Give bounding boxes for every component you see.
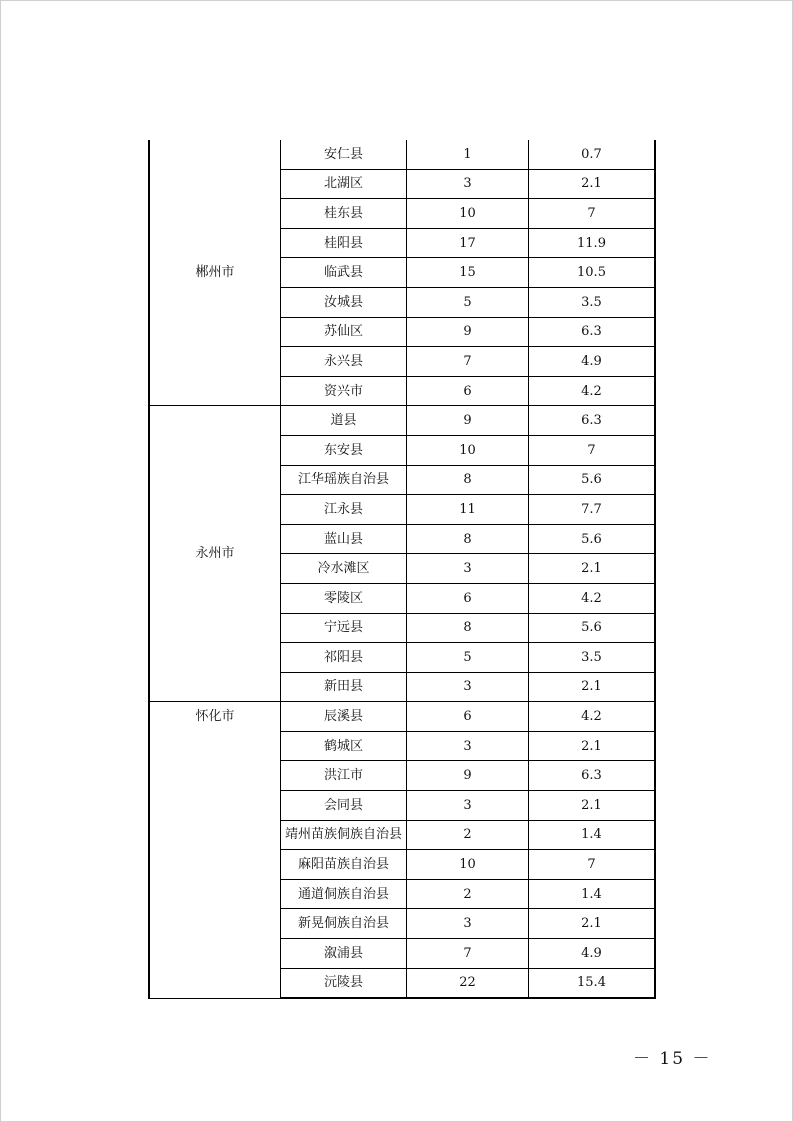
ratio-cell: 5.6 — [529, 613, 656, 643]
count-cell: 2 — [407, 820, 529, 850]
county-cell: 沅陵县 — [281, 968, 407, 998]
count-cell: 3 — [407, 731, 529, 761]
count-cell: 5 — [407, 287, 529, 317]
ratio-cell: 0.7 — [529, 140, 656, 169]
ratio-cell: 2.1 — [529, 909, 656, 939]
ratio-cell: 2.1 — [529, 554, 656, 584]
count-cell: 6 — [407, 702, 529, 732]
ratio-cell: 4.2 — [529, 376, 656, 406]
county-cell: 安仁县 — [281, 140, 407, 169]
count-cell: 3 — [407, 909, 529, 939]
ratio-cell: 6.3 — [529, 406, 656, 436]
ratio-cell: 10.5 — [529, 258, 656, 288]
ratio-cell: 2.1 — [529, 791, 656, 821]
count-cell: 3 — [407, 169, 529, 199]
county-cell: 江华瑶族自治县 — [281, 465, 407, 495]
count-cell: 6 — [407, 583, 529, 613]
count-cell: 3 — [407, 791, 529, 821]
count-cell: 8 — [407, 613, 529, 643]
ratio-cell: 2.1 — [529, 731, 656, 761]
county-cell: 桂阳县 — [281, 228, 407, 258]
count-cell: 17 — [407, 228, 529, 258]
county-cell: 临武县 — [281, 258, 407, 288]
county-cell: 溆浦县 — [281, 939, 407, 969]
ratio-cell: 4.2 — [529, 702, 656, 732]
ratio-cell: 1.4 — [529, 820, 656, 850]
table-row — [149, 140, 655, 169]
count-cell: 9 — [407, 317, 529, 347]
ratio-cell: 6.3 — [529, 761, 656, 791]
count-cell: 1 — [407, 140, 529, 169]
county-cell: 北湖区 — [281, 169, 407, 199]
city-cell: 郴州市 — [149, 140, 281, 406]
ratio-cell: 3.5 — [529, 643, 656, 673]
count-cell: 7 — [407, 939, 529, 969]
county-cell: 永兴县 — [281, 347, 407, 377]
ratio-cell: 5.6 — [529, 465, 656, 495]
county-cell: 靖州苗族侗族自治县 — [281, 820, 407, 850]
county-cell: 新晃侗族自治县 — [281, 909, 407, 939]
ratio-cell: 6.3 — [529, 317, 656, 347]
county-cell: 新田县 — [281, 672, 407, 702]
table-row — [149, 406, 655, 436]
county-cell: 蓝山县 — [281, 524, 407, 554]
ratio-cell: 7 — [529, 850, 656, 880]
ratio-cell: 15.4 — [529, 968, 656, 998]
county-cell: 麻阳苗族自治县 — [281, 850, 407, 880]
city-cell: 怀化市 — [149, 702, 281, 998]
count-cell: 3 — [407, 672, 529, 702]
ratio-cell: 7 — [529, 435, 656, 465]
ratio-cell: 1.4 — [529, 879, 656, 909]
county-cell: 宁远县 — [281, 613, 407, 643]
count-cell: 11 — [407, 495, 529, 525]
table-row — [149, 702, 655, 732]
count-cell: 10 — [407, 435, 529, 465]
ratio-cell: 4.9 — [529, 939, 656, 969]
county-cell: 江永县 — [281, 495, 407, 525]
county-table — [148, 140, 656, 999]
count-cell: 10 — [407, 199, 529, 229]
count-cell: 2 — [407, 879, 529, 909]
county-cell: 桂东县 — [281, 199, 407, 229]
county-cell: 汝城县 — [281, 287, 407, 317]
county-cell: 冷水滩区 — [281, 554, 407, 584]
county-cell: 苏仙区 — [281, 317, 407, 347]
county-cell: 鹤城区 — [281, 731, 407, 761]
ratio-cell: 4.9 — [529, 347, 656, 377]
count-cell: 9 — [407, 761, 529, 791]
count-cell: 5 — [407, 643, 529, 673]
ratio-cell: 2.1 — [529, 672, 656, 702]
ratio-cell: 4.2 — [529, 583, 656, 613]
ratio-cell: 7 — [529, 199, 656, 229]
county-cell: 通道侗族自治县 — [281, 879, 407, 909]
city-cell: 永州市 — [149, 406, 281, 702]
count-cell: 22 — [407, 968, 529, 998]
count-cell: 6 — [407, 376, 529, 406]
count-cell: 7 — [407, 347, 529, 377]
count-cell: 3 — [407, 554, 529, 584]
county-cell: 洪江市 — [281, 761, 407, 791]
county-cell: 零陵区 — [281, 583, 407, 613]
ratio-cell: 2.1 — [529, 169, 656, 199]
count-cell: 8 — [407, 465, 529, 495]
ratio-cell: 3.5 — [529, 287, 656, 317]
count-cell: 8 — [407, 524, 529, 554]
page-number: － 15 － — [633, 1049, 712, 1069]
count-cell: 9 — [407, 406, 529, 436]
county-cell: 辰溪县 — [281, 702, 407, 732]
ratio-cell: 7.7 — [529, 495, 656, 525]
county-cell: 会同县 — [281, 791, 407, 821]
county-cell: 道县 — [281, 406, 407, 436]
count-cell: 15 — [407, 258, 529, 288]
county-cell: 资兴市 — [281, 376, 407, 406]
county-cell: 东安县 — [281, 435, 407, 465]
ratio-cell: 5.6 — [529, 524, 656, 554]
ratio-cell: 11.9 — [529, 228, 656, 258]
county-cell: 祁阳县 — [281, 643, 407, 673]
count-cell: 10 — [407, 850, 529, 880]
